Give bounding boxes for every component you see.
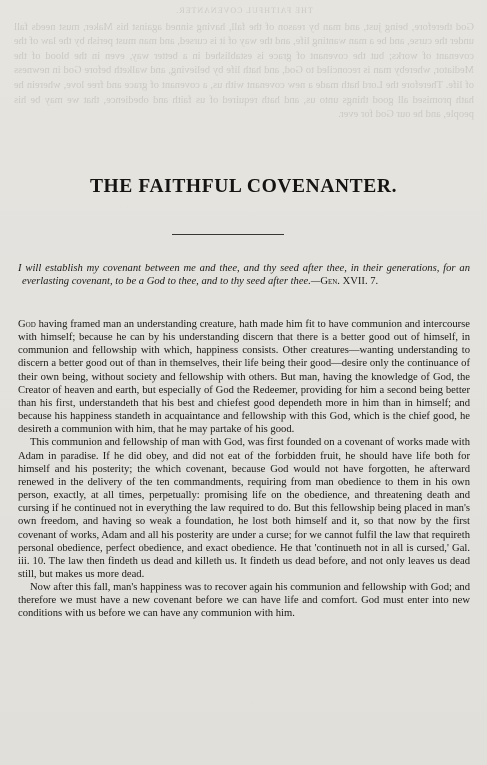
chapter-title: THE FAITHFUL COVENANTER.	[89, 176, 398, 197]
epigraph	[18, 262, 470, 288]
paragraph-3	[18, 581, 470, 620]
bleed-through-header: THE FAITHFUL COVENANTER.	[175, 6, 313, 15]
epigraph-text: I will establish my covenant between me and thee, and thy seed after thee, in their generations, for an everlasting covenant, to be a God to thee, and to thy seed after thee.—	[18, 263, 470, 288]
paragraph-3-text: Now after this fall, man's happiness was to recover again his communion and fellowship with God; and therefore we must have a new covenant before we can have life and comfort. God must enter into new conditions with us before we can have any communion with him.	[18, 582, 470, 620]
paragraph-2	[18, 436, 470, 581]
paragraph-1-text: having framed man an understanding creature, hath made him fit to have communion and intercourse with himself; because he can by his understanding discern that there is a better good out of himself, in communion and fellowship with which, happiness consists. Other creatures—wanting understanding to discern a better good out of than in themselves, their life being their good—desire only the continuance of their own being, without society and fellowship with others. But man, having the knowledge of God, the Creator of heaven and earth, but especially of God the Redeemer, providing for him a second being better than his first, understandeth that his best and chiefest good dependeth more in him than in himself; and because his happiness standeth in acquaintance and fellowship with this God, which is the chief good, he desireth a communion with him, that he may partake of his good.	[18, 319, 470, 436]
bleed-through-text	[14, 4, 474, 172]
paragraph-1-lead: God	[18, 319, 36, 330]
paragraph-1	[18, 318, 470, 436]
epigraph-reference: Gen. XVII. 7.	[320, 276, 379, 288]
bleed-through-body: God therefore, being just, and man by reason of the fall, having sinned against his Maker, must needs fall under the curse, and be a man wanting life, and the way of it is cursed, and man must perish by the law of the covenant of works; but the covenant of grace is established in a better way, even in the blood of the Mediator, whereby man is reconciled to God, and hath life by believing, and walketh before God in newness of life. Therefore the Lord hath made a new covenant with us, a covenant of grace and free love, wherein he hath promised all good things unto us, and hath required of us faith and obedience, that we may be his people, and he our God for ever.	[14, 21, 474, 121]
paragraph-2-text: This communion and fellowship of man with God, was first founded on a covenant of works made with Adam in paradise. If he did obey, and did not eat of the forbidden fruit, he should have life both for himself and his posterity; the which covenant, because God would not have forgotten, he afterward renewed in the delivery of the ten commandments, requiring from man obedience to them in his own person, exactly, at all times, perpetually: promising life on the obedience, and threatening death and cursing if he continued not in everything the law required to do. But this fellowship being placed in man's own freedom, and having so weak a foundation, he lost both himself and it, so that now by the first covenant of works, Adam and all his posterity are under a curse; for we cannot fulfil the law that requireth personal obedience, perfect obedience, and exact obedience. He that 'continueth not in all is cursed,' Gal. iii. 10. The law then findeth us dead and killeth us. It findeth us dead before, and not only leaves us dead still, but makes us more dead.	[18, 437, 470, 580]
body-text	[18, 318, 470, 621]
title-rule	[172, 234, 284, 235]
